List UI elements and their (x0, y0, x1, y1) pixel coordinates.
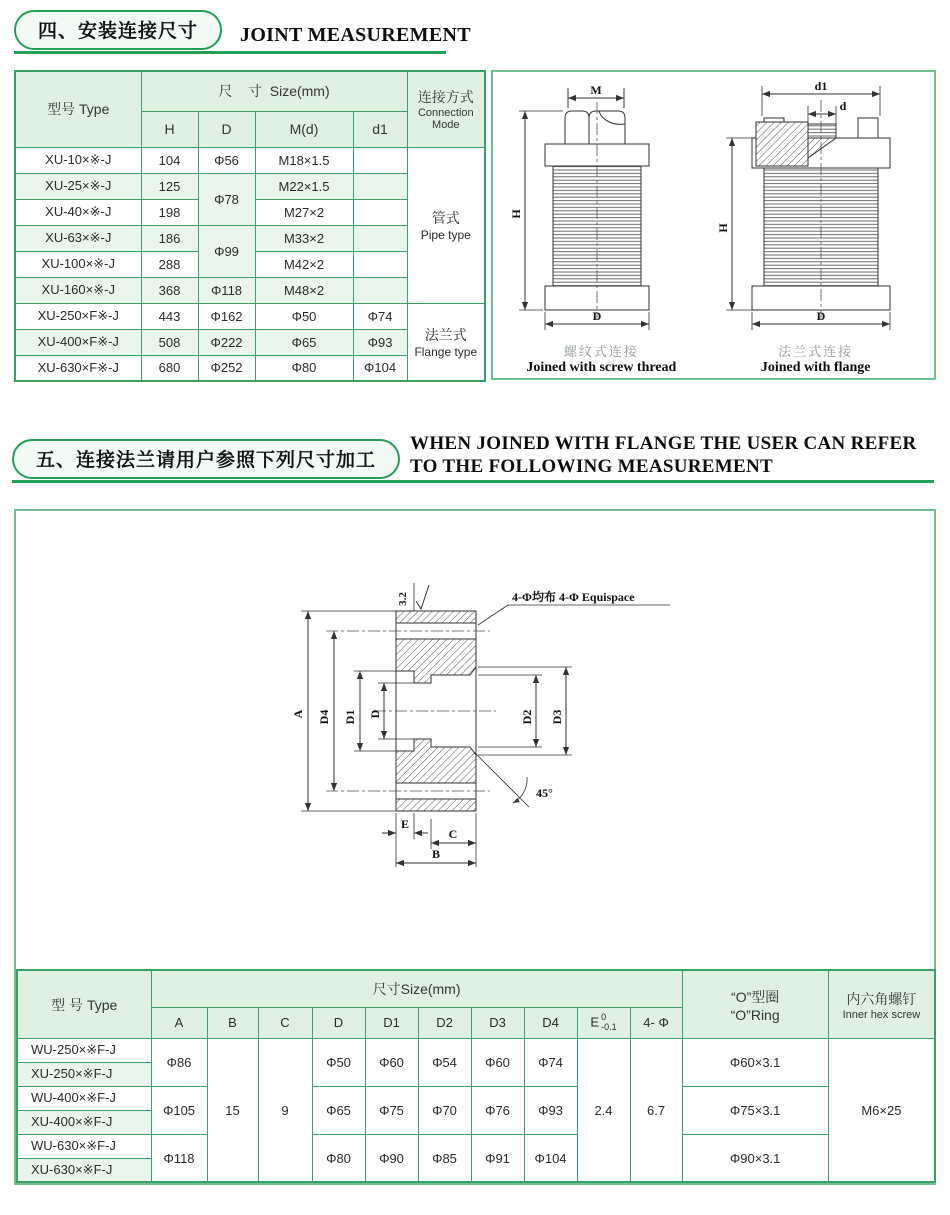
cell-h: 125 (141, 173, 198, 199)
cell-d: Φ65 (312, 1086, 365, 1134)
cell-type: XU-630×F※-J (15, 355, 141, 381)
cell-d1: Φ60 (365, 1038, 418, 1086)
flange-cross-section-wrap (246, 571, 934, 881)
cell-md: M33×2 (255, 225, 353, 251)
table-row (17, 1134, 935, 1158)
col-header-size: 尺 寸 Size(mm) (141, 71, 407, 111)
section4-pill-title: 四、安装连接尺寸 (14, 10, 222, 50)
col-header-type: 型 号 Type (17, 970, 151, 1038)
flange-filter-figure (710, 80, 922, 334)
cell-type: XU-63×※-J (15, 225, 141, 251)
cell-4phi: 6.7 (630, 1038, 682, 1182)
dim-label-d-small: d (839, 99, 847, 113)
flange-cross-section-figure (246, 571, 676, 876)
cell-md: M18×1.5 (255, 147, 353, 173)
cell-d1 (353, 277, 407, 303)
surface-finish-label: 3.2 (397, 592, 409, 607)
dim-label-m: M (590, 83, 603, 97)
cell-d2: Φ70 (418, 1086, 471, 1134)
cell-d1 (353, 225, 407, 251)
cell-type: XU-250×※F-J (17, 1062, 151, 1086)
cell-oring: Φ75×3.1 (682, 1086, 828, 1134)
col-header-a: A (151, 1007, 207, 1038)
cell-d2: Φ54 (418, 1038, 471, 1086)
dim-label-d2: D2 (520, 710, 534, 725)
cell-d1 (353, 199, 407, 225)
cell-md: M27×2 (255, 199, 353, 225)
cell-pipe-type: 管式 Pipe type (407, 147, 485, 303)
cell-h: 443 (141, 303, 198, 329)
cell-md: M42×2 (255, 251, 353, 277)
col-header-d: D (198, 111, 255, 147)
dim-label-d1: d1 (814, 80, 828, 93)
cell-h: 368 (141, 277, 198, 303)
cell-type: XU-160×※-J (15, 277, 141, 303)
col-header-d4: D4 (524, 1007, 577, 1038)
cell-md: Φ50 (255, 303, 353, 329)
cell-d: Φ252 (198, 355, 255, 381)
dim-label-d4: D4 (317, 710, 331, 725)
cell-hex-screw: M6×25 (828, 1038, 935, 1182)
cell-h: 186 (141, 225, 198, 251)
cell-d: Φ118 (198, 277, 255, 303)
cell-type: XU-100×※-J (15, 251, 141, 277)
dim-label-a: A (291, 710, 305, 719)
cell-type: XU-400×※F-J (17, 1110, 151, 1134)
cell-d1: Φ93 (353, 329, 407, 355)
cell-d4: Φ74 (524, 1038, 577, 1086)
connection-drawings-panel (491, 70, 936, 380)
screw-caption-zh: 螺纹式连接 (563, 344, 639, 359)
dim-label-h: H (509, 209, 524, 219)
cell-oring: Φ90×3.1 (682, 1134, 828, 1182)
cell-b: 15 (207, 1038, 258, 1182)
cell-md: M48×2 (255, 277, 353, 303)
cell-type: XU-250×F※-J (15, 303, 141, 329)
cell-d1: Φ90 (365, 1134, 418, 1182)
cell-d: Φ56 (198, 147, 255, 173)
chamfer-label: 45° (536, 786, 553, 801)
col-header-d1: d1 (353, 111, 407, 147)
section5-english-line1: WHEN JOINED WITH FLANGE THE USER CAN REFER (410, 433, 917, 454)
cell-h: 508 (141, 329, 198, 355)
cell-d: Φ222 (198, 329, 255, 355)
section4-body (14, 70, 936, 382)
col-header-md: M(d) (255, 111, 353, 147)
cell-c: 9 (258, 1038, 312, 1182)
dim-label-h: H (715, 223, 730, 233)
flange-machining-panel (14, 509, 936, 1185)
cell-oring: Φ60×3.1 (682, 1038, 828, 1086)
dim-label-e: E (400, 817, 410, 832)
table-row (15, 303, 485, 329)
dim-label-c: C (448, 827, 458, 842)
cell-type: WU-400×※F-J (17, 1086, 151, 1110)
section5-pill-title: 五、连接法兰请用户参照下列尺寸加工 (12, 439, 400, 479)
col-header-c: C (258, 1007, 312, 1038)
screw-caption-en: Joined with screw thread (526, 360, 677, 375)
col-header-hex-screw: 内六角螺钉 Inner hex screw (828, 970, 935, 1038)
screw-thread-drawing (505, 80, 697, 376)
col-header-b: B (207, 1007, 258, 1038)
col-header-d2: D2 (418, 1007, 471, 1038)
cell-e: 2.4 (577, 1038, 630, 1182)
equispace-label: 4-Φ均布 4-Φ Equispace (512, 590, 635, 605)
cell-type: XU-400×F※-J (15, 329, 141, 355)
table-row (15, 147, 485, 173)
cell-d3: Φ76 (471, 1086, 524, 1134)
dim-label-d: D (368, 710, 382, 719)
cell-d1 (353, 147, 407, 173)
cell-md: M22×1.5 (255, 173, 353, 199)
cell-d2: Φ85 (418, 1134, 471, 1182)
cell-d1: Φ74 (353, 303, 407, 329)
cell-d: Φ80 (312, 1134, 365, 1182)
col-header-d1: D1 (365, 1007, 418, 1038)
cell-d: Φ99 (198, 225, 255, 277)
col-header-h: H (141, 111, 198, 147)
flange-caption-zh: 法兰式连接 (778, 344, 854, 359)
section5-english-title (410, 432, 917, 480)
cell-a: Φ86 (151, 1038, 207, 1086)
cell-md: Φ65 (255, 329, 353, 355)
col-header-d3: D3 (471, 1007, 524, 1038)
col-header-4phi: 4- Φ (630, 1007, 682, 1038)
cell-h: 104 (141, 147, 198, 173)
cell-type: WU-250×※F-J (17, 1038, 151, 1062)
cell-md: Φ80 (255, 355, 353, 381)
cell-d: Φ50 (312, 1038, 365, 1086)
col-header-d: D (312, 1007, 365, 1038)
dim-label-d: D (593, 309, 602, 323)
cell-h: 680 (141, 355, 198, 381)
col-header-type: 型号 Type (15, 71, 141, 147)
table-row (17, 1086, 935, 1110)
cell-type: XU-10×※-J (15, 147, 141, 173)
flange-dimensions-table (16, 969, 936, 1183)
cell-h: 198 (141, 199, 198, 225)
cell-d1: Φ75 (365, 1086, 418, 1134)
cell-h: 288 (141, 251, 198, 277)
cell-a: Φ105 (151, 1086, 207, 1134)
section5-english-line2: TO THE FOLLOWING MEASUREMENT (410, 456, 773, 478)
joint-measurement-table (14, 70, 486, 382)
cell-type: XU-630×※F-J (17, 1158, 151, 1182)
cell-d: Φ78 (198, 173, 255, 225)
col-header-connection: 连接方式 Connection Mode (407, 71, 485, 147)
section5-header (12, 432, 934, 483)
dim-label-d1: D1 (343, 710, 357, 725)
cell-d1 (353, 251, 407, 277)
flange-caption-en: Joined with flange (760, 360, 871, 375)
cell-d3: Φ91 (471, 1134, 524, 1182)
section4-english-title: JOINT MEASUREMENT (240, 24, 471, 46)
flange-drawing (710, 80, 922, 376)
dim-label-d: D (816, 309, 826, 323)
cell-d1 (353, 173, 407, 199)
cell-a: Φ118 (151, 1134, 207, 1182)
cell-flange-type: 法兰式 Flange type (407, 303, 485, 381)
cell-d3: Φ60 (471, 1038, 524, 1086)
cell-type: WU-630×※F-J (17, 1134, 151, 1158)
section4-header (14, 10, 471, 54)
cell-d: Φ162 (198, 303, 255, 329)
cell-type: XU-25×※-J (15, 173, 141, 199)
table-row (17, 1038, 935, 1062)
dim-label-d3: D3 (550, 710, 564, 725)
cell-d4: Φ104 (524, 1134, 577, 1182)
col-header-oring: “O”型圈 “O”Ring (682, 970, 828, 1038)
cell-d4: Φ93 (524, 1086, 577, 1134)
cell-d1: Φ104 (353, 355, 407, 381)
dim-label-b: B (431, 847, 441, 862)
col-header-size: 尺寸Size(mm) (151, 970, 682, 1007)
col-header-e: E 0 -0.1 (577, 1007, 630, 1038)
screw-thread-filter-figure (505, 80, 697, 334)
cell-type: XU-40×※-J (15, 199, 141, 225)
